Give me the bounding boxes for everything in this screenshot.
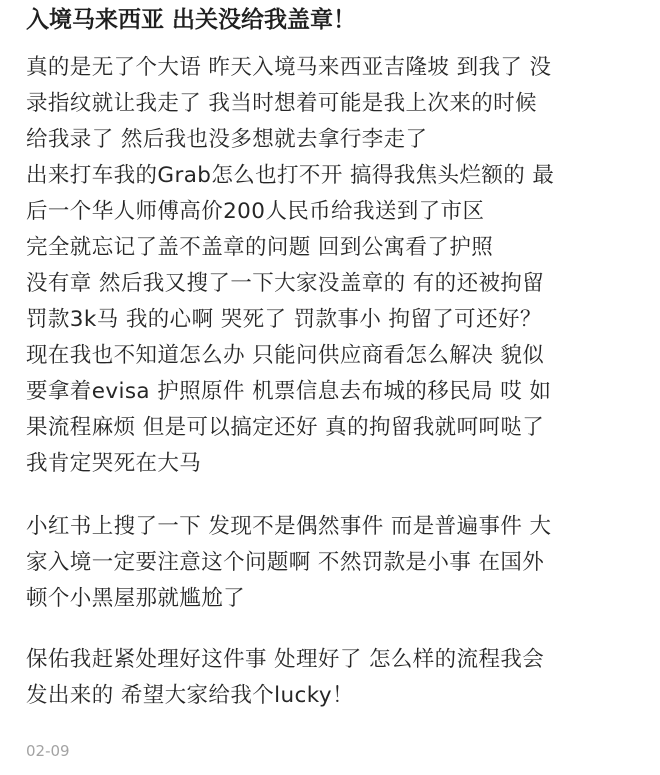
post-title: 入境马来西亚 出关没给我盖章！ (26, 7, 357, 33)
post-text-line: 小红书上搜了一下 发现不是偶然事件 而是普遍事件 大 (26, 514, 552, 539)
post-text-line: 真的是无了个大语 昨天入境马来西亚吉隆坡 到我了 没 (26, 55, 552, 80)
post-text-line: 给我录了 然后我也没多想就去拿行李走了 (26, 127, 428, 152)
post-text-line: 现在我也不知道怎么办 只能问供应商看怎么解决 貌似 (26, 343, 545, 368)
post-text-line: 顿个小黑屋那就尴尬了 (26, 586, 246, 611)
post-text-line: 要拿着evisa 护照原件 机票信息去布城的移民局 哎 如 (26, 379, 552, 404)
post-text-line: 罚款3k马 我的心啊 哭死了 罚款事小 拘留了可还好？ (26, 307, 542, 332)
post-text-line: 没有章 然后我又搜了一下大家没盖章的 有的还被拘留 (26, 271, 545, 296)
post-text-line: 后一个华人师傅高价200人民币给我送到了市区 (26, 199, 485, 224)
post-text-line: 家入境一定要注意这个问题啊 不然罚款是小事 在国外 (26, 550, 545, 575)
post-text-line: 保佑我赶紧处理好这件事 处理好了 怎么样的流程我会 (26, 647, 545, 672)
post-text-line: 果流程麻烦 但是可以搞定还好 真的拘留我就呵呵哒了 (26, 415, 545, 440)
post-text-line: 完全就忘记了盖不盖章的问题 回到公寓看了护照 (26, 235, 494, 260)
post-text-line: 录指纹就让我走了 我当时想着可能是我上次来的时候 (26, 91, 537, 116)
post-text-line: 出来打车我的Grab怎么也打不开 搞得我焦头烂额的 最 (26, 163, 555, 188)
post-text-line: 我肯定哭死在大马 (26, 451, 202, 476)
post-date: 02-09 (26, 742, 70, 760)
post-text-line: 发出来的 希望大家给我个lucky！ (26, 683, 354, 708)
